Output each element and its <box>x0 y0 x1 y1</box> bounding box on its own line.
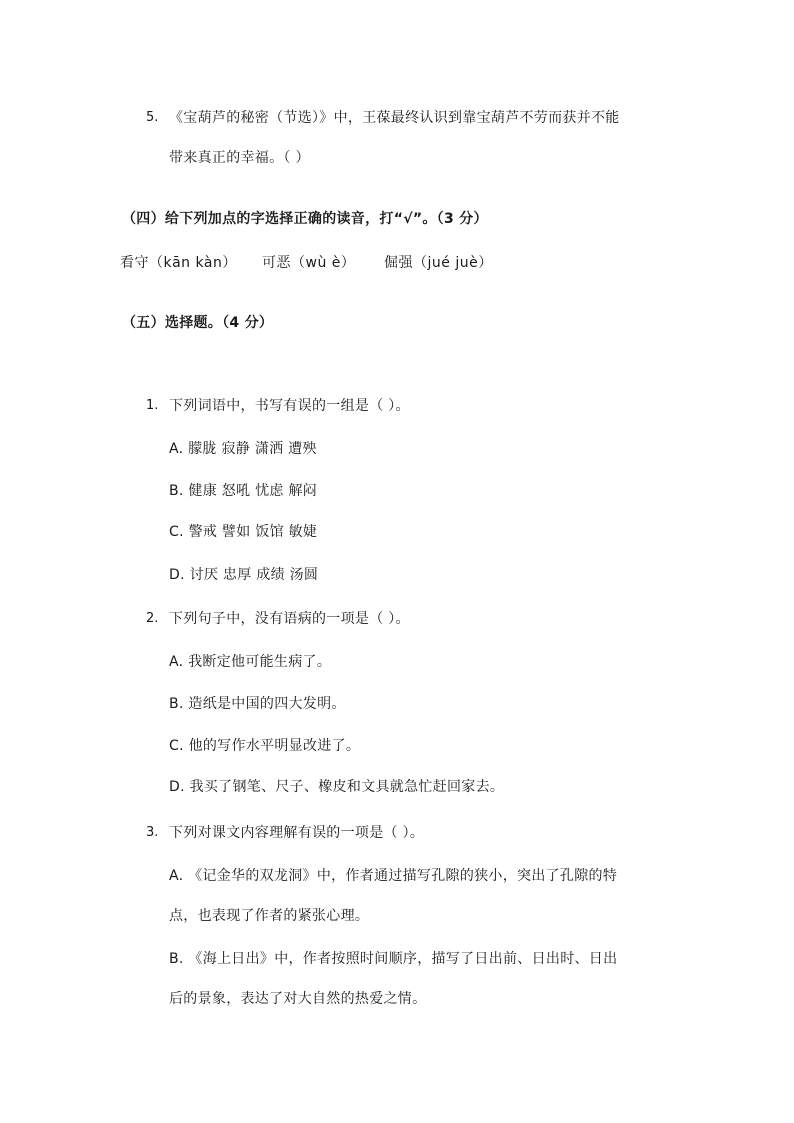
option-item: C. 警戒 譬如 饭馆 敏婕 <box>169 524 318 540</box>
question-text: 《宝葫芦的秘密（节选）》中，王葆最终认识到靠宝葫芦不劳而获并不能 <box>169 110 620 126</box>
question-text: 下列词语中，书写有误的一组是（ ）。 <box>169 398 410 414</box>
section-heading: （五）选择题。（4 分） <box>122 315 274 331</box>
option-item: B. 造纸是中国的四大发明。 <box>169 696 346 712</box>
pinyin-item: 可恶（wù è） <box>262 255 356 271</box>
option-item: A. 我断定他可能生病了。 <box>169 654 332 670</box>
question-text: 下列句子中，没有语病的一项是（ ）。 <box>169 611 410 627</box>
option-item: B. 《海上日出》中，作者按照时间顺序，描写了日出前、日出时、日出 <box>169 951 618 967</box>
pinyin-item: 倔强（jué juè） <box>384 255 493 271</box>
option-item-continued: 后的景象，表达了对大自然的热爱之情。 <box>169 991 427 1007</box>
option-item: D. 我买了钢笔、尺子、橡皮和文具就急忙赶回家去。 <box>169 779 505 795</box>
question-number: 1. <box>146 398 159 413</box>
option-item-continued: 点，也表现了作者的紧张心理。 <box>169 908 370 924</box>
question-number: 2. <box>146 611 159 626</box>
option-item: A. 朦胧 寂静 潇洒 遭殃 <box>169 441 317 457</box>
question-text-continued: 带来真正的幸福。（ ） <box>169 150 310 166</box>
option-item: B. 健康 怒吼 忧虑 解闷 <box>169 483 318 499</box>
question-text: 下列对课文内容理解有误的一项是（ ）。 <box>169 825 425 841</box>
option-item: C. 他的写作水平明显改进了。 <box>169 738 361 754</box>
option-item: D. 讨厌 忠厚 成绩 汤圆 <box>169 567 319 583</box>
question-number: 5. <box>146 110 159 125</box>
pinyin-item: 看守（kān kàn） <box>120 255 237 271</box>
section-heading: （四）给下列加点的字选择正确的读音，打“√”。（3 分） <box>122 211 488 227</box>
option-item: A. 《记金华的双龙洞》中，作者通过描写孔隙的狭小，突出了孔隙的特 <box>169 868 618 884</box>
question-number: 3. <box>146 825 159 840</box>
